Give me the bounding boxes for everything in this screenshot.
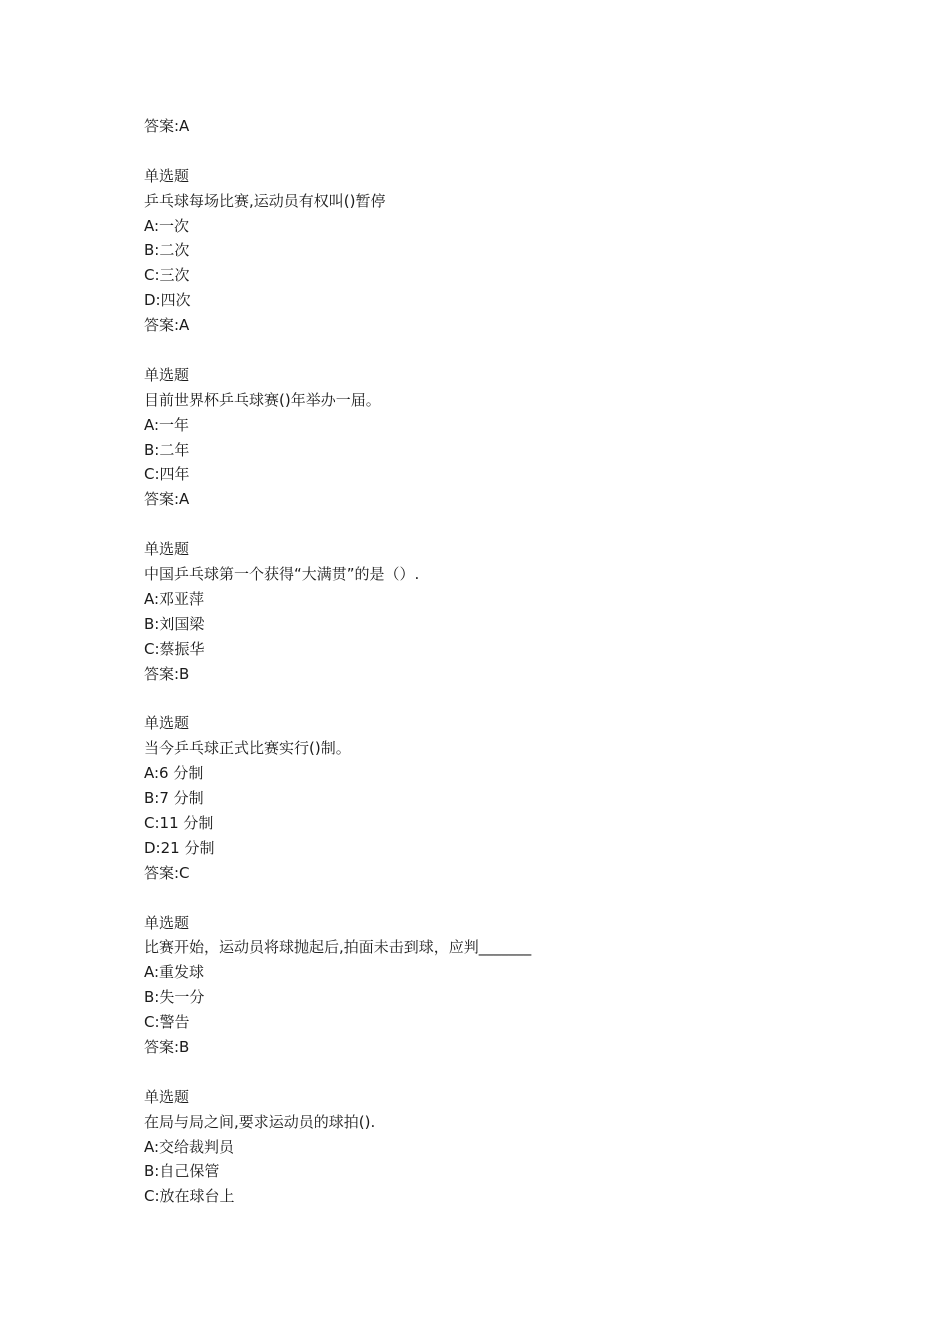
option-line: A:交给裁判员 (144, 1137, 235, 1156)
question-type: 单选题 (144, 913, 190, 932)
answer-line: 答案:B (144, 664, 190, 683)
question-block (144, 1085, 904, 1209)
question-stem: 在局与局之间,要求运动员的球拍(). (144, 1112, 376, 1131)
spacer (144, 512, 904, 537)
document-page (144, 114, 904, 1209)
question-type: 单选题 (144, 166, 190, 185)
question-type: 单选题 (144, 1087, 190, 1106)
question-stem: 比赛开始，运动员将球抛起后,拍面未击到球，应判_______ (144, 938, 532, 957)
question-block (144, 164, 904, 338)
option-line: A:邓亚萍 (144, 589, 205, 608)
option-line: B:失一分 (144, 988, 205, 1007)
question-stem: 中国乒乓球第一个获得“大满贯”的是（）. (144, 565, 420, 584)
option-line: B:二次 (144, 241, 190, 260)
answer-line: 答案:A (144, 316, 190, 335)
option-line: A:6 分制 (144, 764, 204, 783)
question-type: 单选题 (144, 714, 190, 733)
option-line: D:四次 (144, 291, 191, 310)
option-line: A:一年 (144, 415, 190, 434)
spacer (144, 686, 904, 711)
option-line: A:一次 (144, 216, 190, 235)
option-line: C:蔡振华 (144, 639, 205, 658)
question-type: 单选题 (144, 540, 190, 559)
option-line: B:二年 (144, 440, 190, 459)
question-stem: 目前世界杯乒乓球赛()年举办一届。 (144, 390, 381, 409)
option-line: D:21 分制 (144, 838, 215, 857)
answer-line: 答案:A (144, 117, 190, 135)
answer-line: 答案:A (144, 490, 190, 509)
spacer (144, 1060, 904, 1085)
option-line: C:三次 (144, 266, 190, 285)
spacer (144, 338, 904, 363)
question-block (144, 537, 904, 686)
option-line: B:7 分制 (144, 789, 204, 808)
spacer (144, 886, 904, 911)
question-stem: 当今乒乓球正式比赛实行()制。 (144, 739, 351, 758)
option-line: B:刘国梁 (144, 614, 205, 633)
question-type: 单选题 (144, 365, 190, 384)
option-line: C:11 分制 (144, 813, 214, 832)
option-line: A:重发球 (144, 963, 205, 982)
spacer (144, 139, 904, 164)
option-line: C:放在球台上 (144, 1187, 235, 1206)
answer-line: 答案:B (144, 1037, 190, 1056)
question-stem: 乒乓球每场比赛,运动员有权叫()暂停 (144, 191, 386, 210)
question-block (144, 711, 904, 885)
question-block (144, 911, 904, 1060)
answer-line: 答案:C (144, 863, 190, 882)
question-block (144, 363, 904, 512)
option-line: B:自己保管 (144, 1162, 220, 1181)
option-line: C:四年 (144, 465, 190, 484)
option-line: C:警告 (144, 1013, 190, 1032)
